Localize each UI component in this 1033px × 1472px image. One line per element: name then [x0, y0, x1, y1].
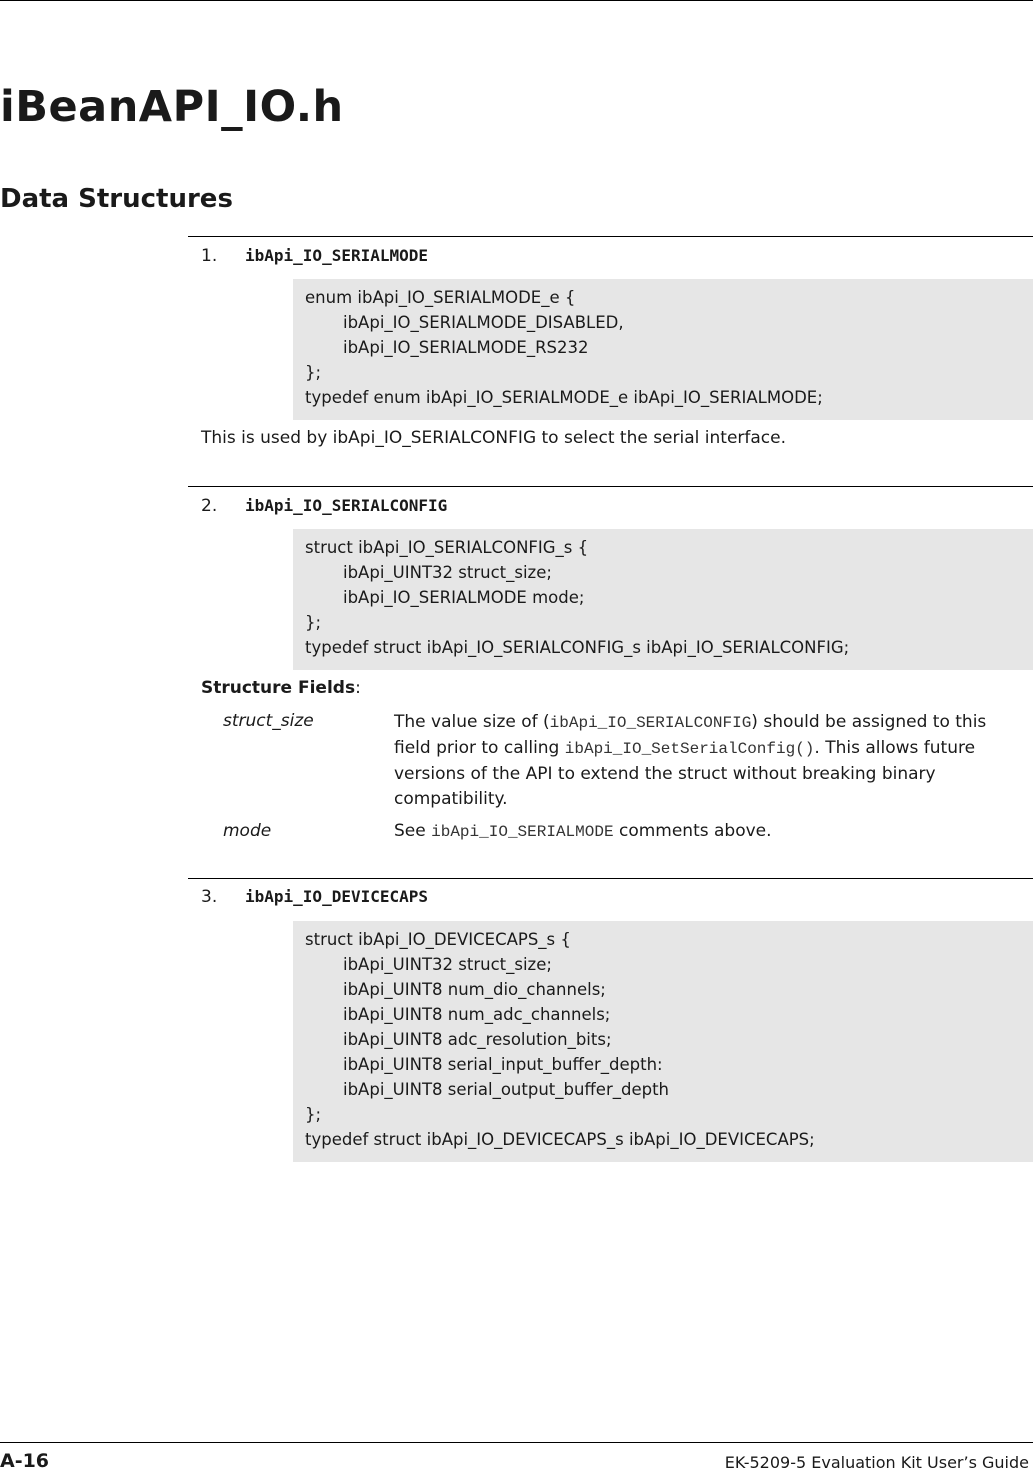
field-description-code: ibApi_IO_SERIALMODE: [431, 823, 614, 841]
code-line: ibApi_UINT8 serial_input_buffer_depth:: [343, 1055, 663, 1074]
code-line: };: [305, 363, 322, 382]
code-line: ibApi_IO_SERIALMODE_DISABLED,: [343, 313, 624, 332]
page-title: iBeanAPI_IO.h: [0, 82, 344, 132]
item-divider: [188, 878, 1033, 879]
item-heading: [201, 496, 447, 516]
item-number: 1.: [201, 246, 218, 266]
code-line: ibApi_UINT8 adc_resolution_bits;: [343, 1030, 612, 1049]
code-line: typedef struct ibApi_IO_DEVICECAPS_s ibApi_IO_DEVICECAPS;: [305, 1130, 815, 1149]
code-line: ibApi_UINT8 num_dio_channels;: [343, 980, 606, 999]
top-rule: [0, 0, 1033, 1]
code-line: enum ibApi_IO_SERIALMODE_e {: [305, 288, 576, 307]
item-divider: [188, 236, 1033, 237]
item-name: ibApi_IO_SERIALCONFIG: [245, 496, 448, 515]
code-block: [293, 529, 1033, 670]
field-description-text: The value size of (: [394, 712, 550, 732]
field-name: mode: [223, 821, 272, 841]
item-description: This is used by ibApi_IO_SERIALCONFIG to select the serial interface.: [201, 428, 786, 448]
item-heading: [201, 887, 428, 907]
field-description: [394, 819, 1024, 845]
item-name: ibApi_IO_DEVICECAPS: [245, 887, 429, 906]
code-line: };: [305, 613, 322, 632]
code-line: ibApi_IO_SERIALMODE_RS232: [343, 338, 589, 357]
structure-fields-title: Structure Fields: [201, 678, 356, 698]
code-line: ibApi_UINT32 struct_size;: [343, 563, 552, 582]
code-line: ibApi_UINT8 serial_output_buffer_depth: [343, 1080, 670, 1099]
code-block: [293, 921, 1033, 1162]
code-line: ibApi_UINT8 num_adc_channels;: [343, 1005, 611, 1024]
field-description-code: ibApi_IO_SetSerialConfig(): [564, 740, 815, 758]
code-line: typedef enum ibApi_IO_SERIALMODE_e ibApi_IO_SERIALMODE;: [305, 388, 823, 407]
code-line: struct ibApi_IO_SERIALCONFIG_s {: [305, 538, 589, 557]
item-number: 2.: [201, 496, 218, 516]
code-block: [293, 279, 1033, 420]
field-description-text: comments above.: [613, 821, 772, 841]
code-line: ibApi_IO_SERIALMODE mode;: [343, 588, 585, 607]
field-description-code: ibApi_IO_SERIALCONFIG: [549, 714, 752, 732]
item-number: 3.: [201, 887, 218, 907]
section-heading: Data Structures: [0, 184, 233, 214]
page-number: A-16: [0, 1450, 50, 1472]
field-name: struct_size: [223, 711, 314, 731]
item-heading: [201, 246, 428, 266]
code-line: typedef struct ibApi_IO_SERIALCONFIG_s ibApi_IO_SERIALCONFIG;: [305, 638, 850, 657]
footer-rule: [0, 1442, 1033, 1443]
item-name: ibApi_IO_SERIALMODE: [245, 246, 429, 265]
code-line: };: [305, 1105, 322, 1124]
code-line: struct ibApi_IO_DEVICECAPS_s {: [305, 930, 571, 949]
item-divider: [188, 486, 1033, 487]
structure-fields-colon: :: [355, 678, 361, 698]
field-description-text: See: [394, 821, 432, 841]
field-description-text: ) should be assigned to this field prior to calling: [394, 712, 987, 758]
code-line: ibApi_UINT32 struct_size;: [343, 955, 552, 974]
footer-title: EK-5209-5 Evaluation Kit User’s Guide: [724, 1453, 1029, 1472]
field-description: [394, 710, 1024, 812]
structure-fields-label: [201, 678, 361, 698]
field-description-text: . This allows future versions of the API to extend the struct without breaking binary compatibility.: [394, 738, 976, 809]
